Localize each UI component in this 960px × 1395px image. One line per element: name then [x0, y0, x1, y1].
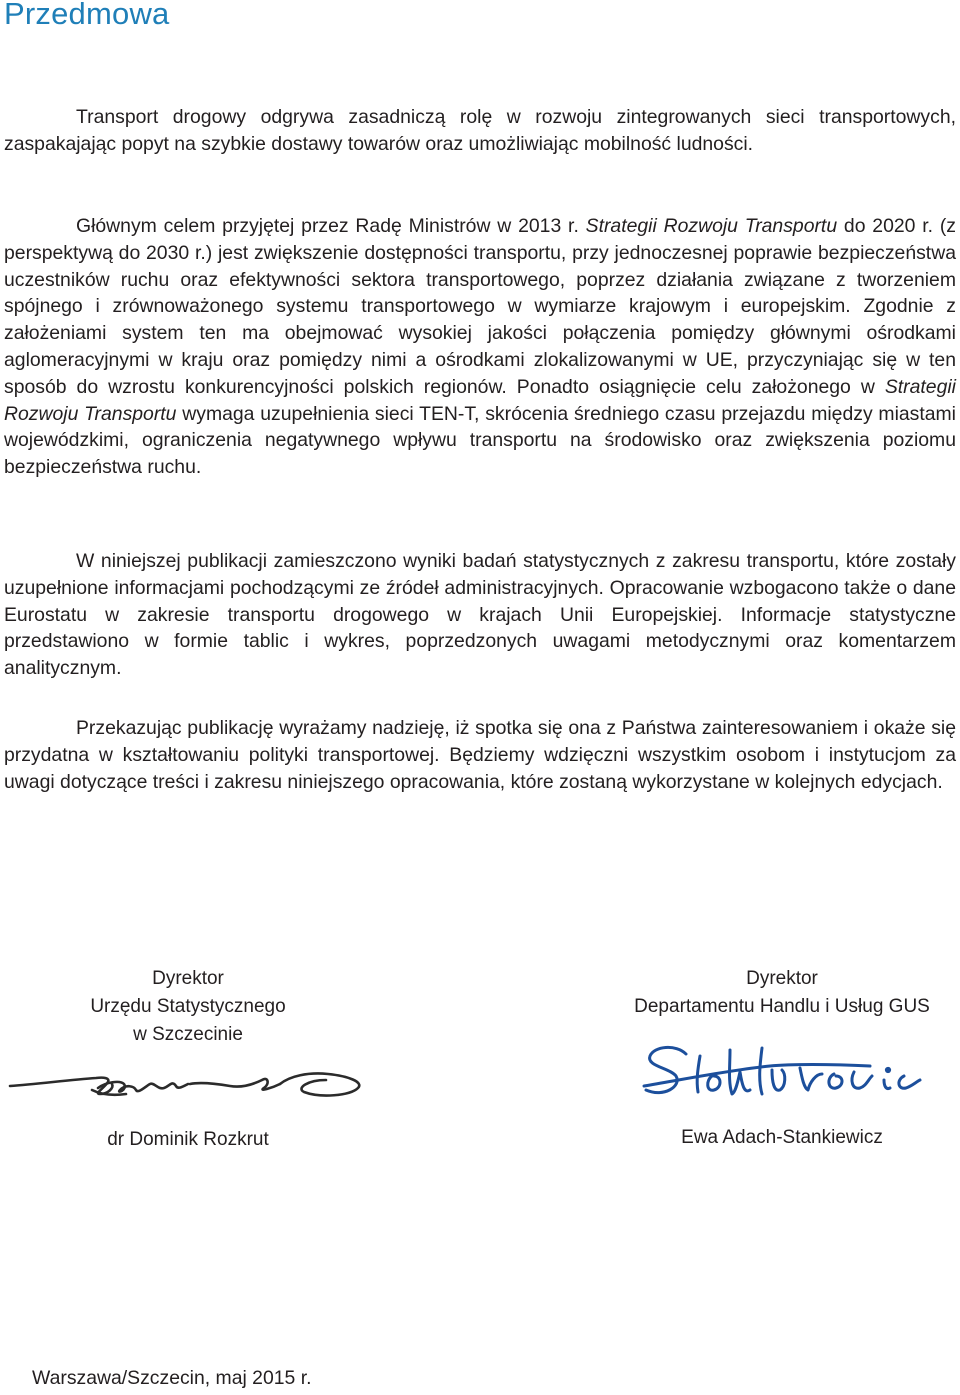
page-title: Przedmowa	[4, 0, 170, 31]
signer-name-right: Ewa Adach-Stankiewicz	[681, 1127, 883, 1148]
paragraph-strategy	[4, 213, 956, 481]
signature-block-right	[604, 965, 960, 1021]
place-and-date: Warszawa/Szczecin, maj 2015 r.	[32, 1367, 312, 1389]
paragraph-strategy-text-a: Głównym celem przyjętej przez Radę Ministrów w 2013 r.	[76, 215, 586, 237]
signer-role-right: Dyrektor	[746, 968, 818, 989]
paragraph-strategy-text-b: do 2020 r. (z perspektywą do 2030 r.) jest zwiększenie dostępności transportu, przy jednoczesnej poprawie bezpieczeństwa uczestników ruchu oraz efektywności sektora transportowego, poprzez działania związane z tworzeniem spójnego i zrównoważonego systemu transportowego w wymiarze krajowym i europejskim. Zgodnie z założeniami system ten ma obejmować wysokiej jakości połączenia pomiędzy głównymi ośrodkami aglomeracyjnymi w kraju oraz pomiędzy nimi a ośrodkami zlokalizowanymi w UE, przyczyniając się w ten sposób do wzrostu konkurencyjności polskich regionów. Ponadto osiągnięcie celu założonego w	[4, 215, 957, 398]
paragraph-closing: Przekazując publikację wyrażamy nadzieję, iż spotka się ona z Państwa zainteresowaniem i okaże się przydatna w kształtowaniu polityki transportowej. Będziemy wdzięczni wszystkim osobom i instytucjom za uwagi dotyczące treści i zakresu niniejszego opracowania, które zostaną wykorzystane w kolejnych edycjach.	[4, 717, 956, 793]
signer-office-left-line1: Urzędu Statystycznego	[90, 996, 286, 1017]
signer-office-left-line2: w Szczecinie	[133, 1024, 243, 1045]
signer-office-right-line1: Departamentu Handlu i Usług GUS	[634, 996, 930, 1017]
paragraph-publication: W niniejszej publikacji zamieszczono wyniki badań statystycznych z zakresu transportu, które zostały uzupełnione informacjami pochodzącymi ze źródeł administracyjnych. Opracowanie wzbogacono także o dane Eurostatu w zakresie transportu drogowego w krajach Unii Europejskiej. Informacje statystyczne przedstawiono w formie tablic i wykres, poprzedzonych uwagami metodycznymi oraz komentarzem analitycznym.	[4, 550, 956, 680]
handwritten-signature-right-icon	[640, 1040, 930, 1115]
signature-block-left	[28, 965, 348, 1049]
paragraph-intro: Transport drogowy odgrywa zasadniczą rolę w rozwoju zintegrowanych sieci transportowych, zaspakajając popyt na szybkie dostawy towarów oraz umożliwiając mobilność ludności.	[4, 106, 956, 155]
handwritten-signature-left-icon	[8, 1060, 368, 1110]
signer-role-left: Dyrektor	[152, 968, 224, 989]
signer-name-left: dr Dominik Rozkrut	[107, 1129, 269, 1150]
strategy-title-italic-2: Strategii Rozwoju Transportu	[4, 375, 956, 425]
strategy-title-italic: Strategii Rozwoju Transportu	[585, 215, 838, 237]
paragraph-strategy-text-c: wymaga uzupełnienia sieci TEN-T, skrócenia średniego czasu przejazdu między miastami wojewódzkimi, ograniczenia negatywnego wpływu transportu na środowisko oraz zwiększenia poziomu bezpieczeństwa ruchu.	[4, 402, 956, 479]
